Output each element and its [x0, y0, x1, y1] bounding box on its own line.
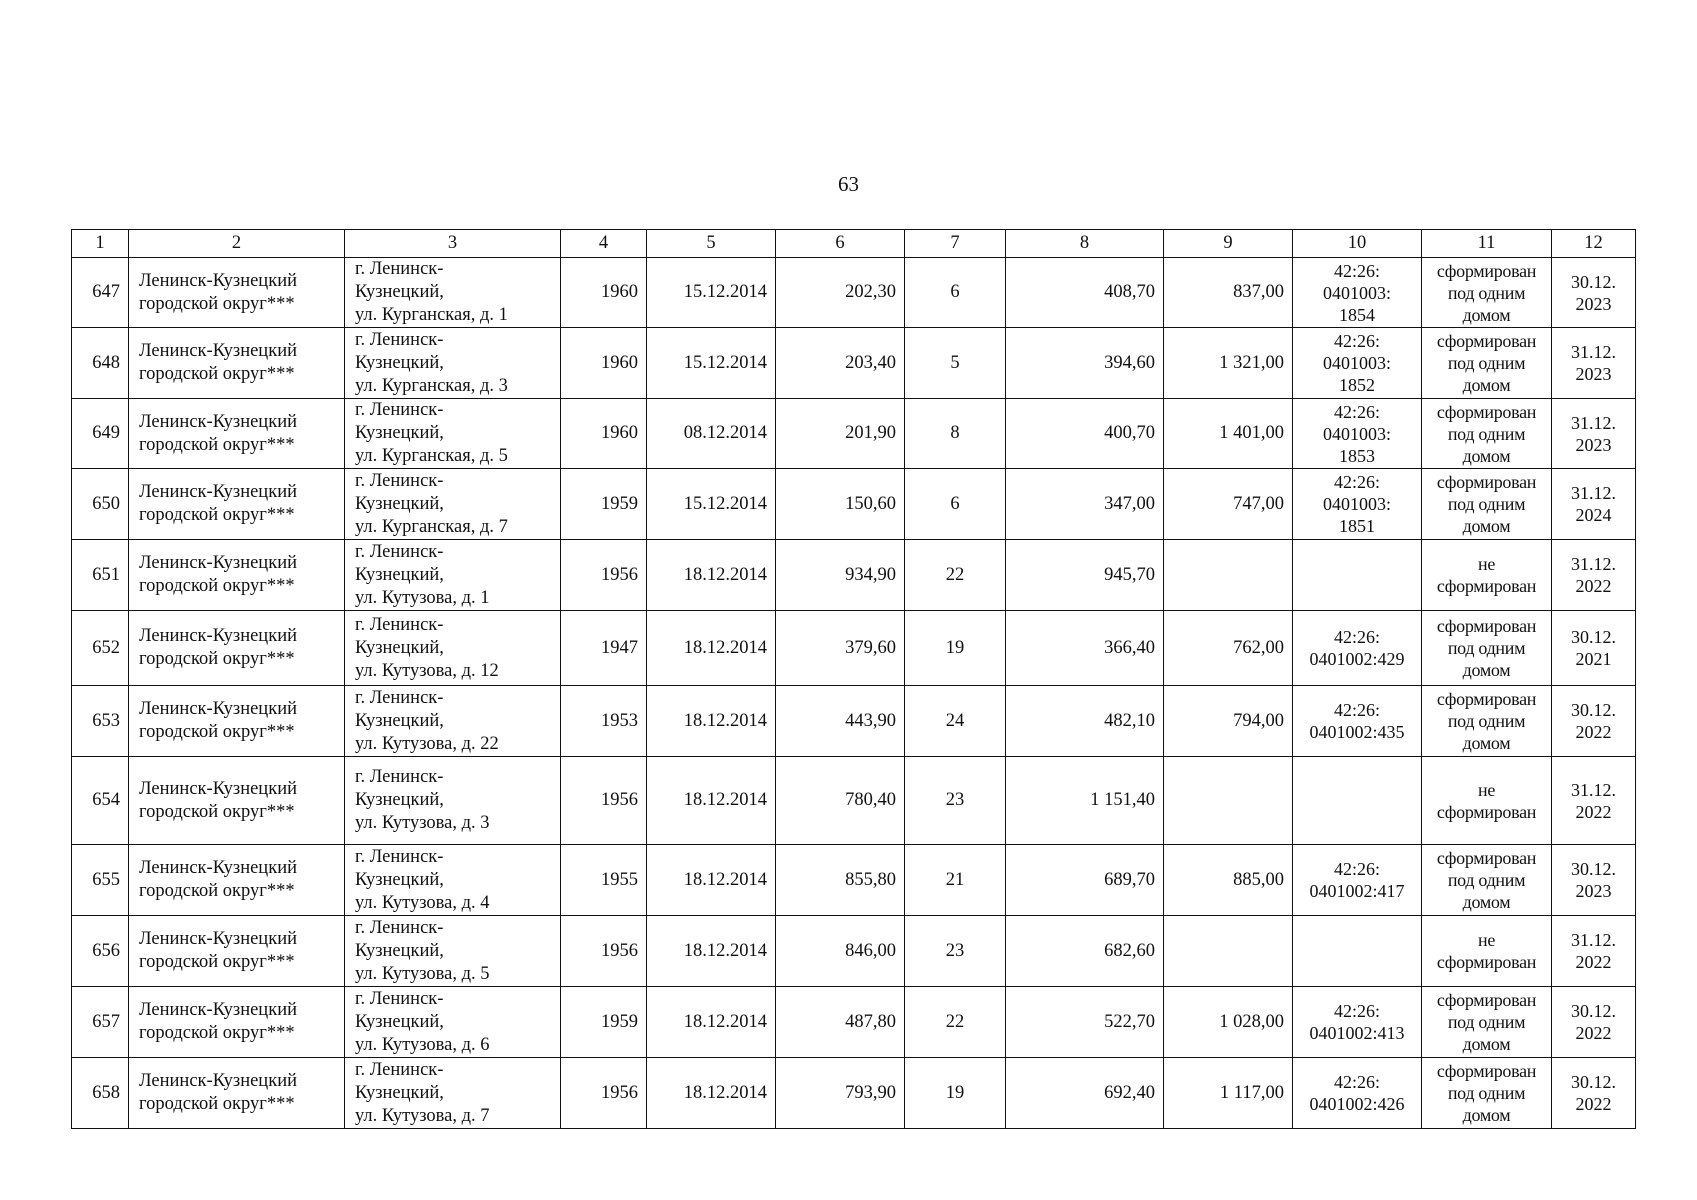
recognition-date-cell: 08.12.2014 [647, 399, 776, 469]
year-built-cell: 1960 [561, 258, 647, 328]
table-row [72, 757, 1636, 845]
cadastral-area-cell: 1 028,00 [1164, 987, 1293, 1058]
column-header: 11 [1422, 230, 1552, 258]
deadline-cell: 30.12. 2022 [1552, 1058, 1636, 1129]
column-number-row [72, 230, 1636, 258]
formation-status-cell: не сформирован [1422, 757, 1552, 845]
row-number-cell: 657 [72, 987, 129, 1058]
cadastral-area-cell [1164, 916, 1293, 987]
municipality-cell: Ленинск-Кузнецкий городской округ*** [129, 469, 345, 540]
column-header: 1 [72, 230, 129, 258]
deadline-cell: 31.12. 2022 [1552, 757, 1636, 845]
deadline-cell: 30.12. 2022 [1552, 686, 1636, 757]
building-area-cell: 379,60 [776, 611, 905, 686]
address-cell: г. Ленинск- Кузнецкий, ул. Кутузова, д. 1 [345, 540, 561, 611]
column-header: 5 [647, 230, 776, 258]
column-header: 2 [129, 230, 345, 258]
building-area-cell: 780,40 [776, 757, 905, 845]
land-area-cell: 482,10 [1006, 686, 1164, 757]
building-area-cell: 855,80 [776, 845, 905, 916]
residents-cell: 19 [905, 1058, 1006, 1129]
deadline-cell: 30.12. 2023 [1552, 258, 1636, 328]
building-area-cell: 487,80 [776, 987, 905, 1058]
address-cell: г. Ленинск- Кузнецкий, ул. Кутузова, д. 7 [345, 1058, 561, 1129]
table-row [72, 611, 1636, 686]
land-area-cell: 347,00 [1006, 469, 1164, 540]
column-header: 12 [1552, 230, 1636, 258]
housing-registry-table [71, 229, 1636, 1129]
land-area-cell: 682,60 [1006, 916, 1164, 987]
residents-cell: 23 [905, 757, 1006, 845]
cadastral-area-cell [1164, 540, 1293, 611]
table-row [72, 540, 1636, 611]
recognition-date-cell: 18.12.2014 [647, 757, 776, 845]
column-header: 6 [776, 230, 905, 258]
building-area-cell: 201,90 [776, 399, 905, 469]
deadline-cell: 31.12. 2024 [1552, 469, 1636, 540]
row-number-cell: 654 [72, 757, 129, 845]
recognition-date-cell: 18.12.2014 [647, 987, 776, 1058]
land-area-cell: 689,70 [1006, 845, 1164, 916]
deadline-cell: 31.12. 2022 [1552, 916, 1636, 987]
table-row [72, 469, 1636, 540]
cadastral-area-cell: 1 401,00 [1164, 399, 1293, 469]
formation-status-cell: сформирован под одним домом [1422, 399, 1552, 469]
residents-cell: 23 [905, 916, 1006, 987]
row-number-cell: 658 [72, 1058, 129, 1129]
cadastral-number-cell: 42:26: 0401003: 1854 [1293, 258, 1422, 328]
formation-status-cell: сформирован под одним домом [1422, 328, 1552, 399]
row-number-cell: 655 [72, 845, 129, 916]
municipality-cell: Ленинск-Кузнецкий городской округ*** [129, 916, 345, 987]
residents-cell: 22 [905, 540, 1006, 611]
deadline-cell: 30.12. 2021 [1552, 611, 1636, 686]
land-area-cell: 366,40 [1006, 611, 1164, 686]
municipality-cell: Ленинск-Кузнецкий городской округ*** [129, 757, 345, 845]
land-area-cell: 692,40 [1006, 1058, 1164, 1129]
row-number-cell: 650 [72, 469, 129, 540]
cadastral-number-cell: 42:26: 0401002:426 [1293, 1058, 1422, 1129]
row-number-cell: 652 [72, 611, 129, 686]
address-cell: г. Ленинск- Кузнецкий, ул. Кутузова, д. 12 [345, 611, 561, 686]
recognition-date-cell: 15.12.2014 [647, 258, 776, 328]
cadastral-area-cell: 1 117,00 [1164, 1058, 1293, 1129]
row-number-cell: 647 [72, 258, 129, 328]
cadastral-area-cell: 762,00 [1164, 611, 1293, 686]
recognition-date-cell: 18.12.2014 [647, 1058, 776, 1129]
year-built-cell: 1959 [561, 469, 647, 540]
cadastral-number-cell: 42:26: 0401003: 1853 [1293, 399, 1422, 469]
residents-cell: 19 [905, 611, 1006, 686]
building-area-cell: 443,90 [776, 686, 905, 757]
address-cell: г. Ленинск- Кузнецкий, ул. Кутузова, д. 3 [345, 757, 561, 845]
cadastral-area-cell: 794,00 [1164, 686, 1293, 757]
deadline-cell: 31.12. 2022 [1552, 540, 1636, 611]
cadastral-number-cell [1293, 757, 1422, 845]
address-cell: г. Ленинск- Кузнецкий, ул. Курганская, д. 5 [345, 399, 561, 469]
table-row [72, 987, 1636, 1058]
table-row [72, 258, 1636, 328]
table-row [72, 399, 1636, 469]
cadastral-number-cell [1293, 916, 1422, 987]
residents-cell: 22 [905, 987, 1006, 1058]
year-built-cell: 1960 [561, 399, 647, 469]
land-area-cell: 522,70 [1006, 987, 1164, 1058]
municipality-cell: Ленинск-Кузнецкий городской округ*** [129, 399, 345, 469]
municipality-cell: Ленинск-Кузнецкий городской округ*** [129, 328, 345, 399]
municipality-cell: Ленинск-Кузнецкий городской округ*** [129, 611, 345, 686]
year-built-cell: 1953 [561, 686, 647, 757]
recognition-date-cell: 15.12.2014 [647, 328, 776, 399]
page-number: 63 [838, 172, 859, 196]
address-cell: г. Ленинск- Кузнецкий, ул. Кутузова, д. 4 [345, 845, 561, 916]
municipality-cell: Ленинск-Кузнецкий городской округ*** [129, 686, 345, 757]
row-number-cell: 651 [72, 540, 129, 611]
deadline-cell: 30.12. 2023 [1552, 845, 1636, 916]
table-row [72, 686, 1636, 757]
row-number-cell: 653 [72, 686, 129, 757]
deadline-cell: 30.12. 2022 [1552, 987, 1636, 1058]
building-area-cell: 150,60 [776, 469, 905, 540]
residents-cell: 5 [905, 328, 1006, 399]
building-area-cell: 846,00 [776, 916, 905, 987]
address-cell: г. Ленинск- Кузнецкий, ул. Кутузова, д. 22 [345, 686, 561, 757]
year-built-cell: 1959 [561, 987, 647, 1058]
cadastral-number-cell: 42:26: 0401002:417 [1293, 845, 1422, 916]
cadastral-area-cell: 837,00 [1164, 258, 1293, 328]
municipality-cell: Ленинск-Кузнецкий городской округ*** [129, 1058, 345, 1129]
table-row [72, 1058, 1636, 1129]
recognition-date-cell: 18.12.2014 [647, 540, 776, 611]
formation-status-cell: сформирован под одним домом [1422, 258, 1552, 328]
recognition-date-cell: 18.12.2014 [647, 845, 776, 916]
formation-status-cell: не сформирован [1422, 916, 1552, 987]
recognition-date-cell: 18.12.2014 [647, 916, 776, 987]
cadastral-area-cell: 885,00 [1164, 845, 1293, 916]
land-area-cell: 400,70 [1006, 399, 1164, 469]
building-area-cell: 934,90 [776, 540, 905, 611]
cadastral-number-cell: 42:26: 0401002:435 [1293, 686, 1422, 757]
land-area-cell: 408,70 [1006, 258, 1164, 328]
year-built-cell: 1956 [561, 1058, 647, 1129]
land-area-cell: 394,60 [1006, 328, 1164, 399]
year-built-cell: 1956 [561, 757, 647, 845]
address-cell: г. Ленинск- Кузнецкий, ул. Курганская, д. 3 [345, 328, 561, 399]
recognition-date-cell: 18.12.2014 [647, 611, 776, 686]
column-header: 10 [1293, 230, 1422, 258]
cadastral-number-cell: 42:26: 0401002:429 [1293, 611, 1422, 686]
recognition-date-cell: 18.12.2014 [647, 686, 776, 757]
year-built-cell: 1956 [561, 540, 647, 611]
building-area-cell: 793,90 [776, 1058, 905, 1129]
address-cell: г. Ленинск- Кузнецкий, ул. Курганская, д. 7 [345, 469, 561, 540]
building-area-cell: 203,40 [776, 328, 905, 399]
cadastral-area-cell: 1 321,00 [1164, 328, 1293, 399]
recognition-date-cell: 15.12.2014 [647, 469, 776, 540]
residents-cell: 8 [905, 399, 1006, 469]
row-number-cell: 648 [72, 328, 129, 399]
year-built-cell: 1947 [561, 611, 647, 686]
cadastral-number-cell: 42:26: 0401003: 1852 [1293, 328, 1422, 399]
column-header: 9 [1164, 230, 1293, 258]
formation-status-cell: сформирован под одним домом [1422, 845, 1552, 916]
cadastral-number-cell: 42:26: 0401002:413 [1293, 987, 1422, 1058]
formation-status-cell: сформирован под одним домом [1422, 469, 1552, 540]
column-header: 3 [345, 230, 561, 258]
year-built-cell: 1956 [561, 916, 647, 987]
year-built-cell: 1955 [561, 845, 647, 916]
municipality-cell: Ленинск-Кузнецкий городской округ*** [129, 845, 345, 916]
row-number-cell: 656 [72, 916, 129, 987]
address-cell: г. Ленинск- Кузнецкий, ул. Курганская, д. 1 [345, 258, 561, 328]
row-number-cell: 649 [72, 399, 129, 469]
table-row [72, 328, 1636, 399]
building-area-cell: 202,30 [776, 258, 905, 328]
municipality-cell: Ленинск-Кузнецкий городской округ*** [129, 987, 345, 1058]
municipality-cell: Ленинск-Кузнецкий городской округ*** [129, 258, 345, 328]
column-header: 4 [561, 230, 647, 258]
deadline-cell: 31.12. 2023 [1552, 328, 1636, 399]
address-cell: г. Ленинск- Кузнецкий, ул. Кутузова, д. 6 [345, 987, 561, 1058]
residents-cell: 6 [905, 258, 1006, 328]
municipality-cell: Ленинск-Кузнецкий городской округ*** [129, 540, 345, 611]
formation-status-cell: не сформирован [1422, 540, 1552, 611]
address-cell: г. Ленинск- Кузнецкий, ул. Кутузова, д. 5 [345, 916, 561, 987]
table-body [72, 258, 1636, 1129]
formation-status-cell: сформирован под одним домом [1422, 611, 1552, 686]
formation-status-cell: сформирован под одним домом [1422, 1058, 1552, 1129]
column-header: 7 [905, 230, 1006, 258]
cadastral-area-cell [1164, 757, 1293, 845]
cadastral-number-cell: 42:26: 0401003: 1851 [1293, 469, 1422, 540]
land-area-cell: 945,70 [1006, 540, 1164, 611]
formation-status-cell: сформирован под одним домом [1422, 686, 1552, 757]
cadastral-number-cell [1293, 540, 1422, 611]
residents-cell: 24 [905, 686, 1006, 757]
table-row [72, 845, 1636, 916]
column-header: 8 [1006, 230, 1164, 258]
deadline-cell: 31.12. 2023 [1552, 399, 1636, 469]
table-row [72, 916, 1636, 987]
residents-cell: 21 [905, 845, 1006, 916]
land-area-cell: 1 151,40 [1006, 757, 1164, 845]
formation-status-cell: сформирован под одним домом [1422, 987, 1552, 1058]
residents-cell: 6 [905, 469, 1006, 540]
cadastral-area-cell: 747,00 [1164, 469, 1293, 540]
year-built-cell: 1960 [561, 328, 647, 399]
